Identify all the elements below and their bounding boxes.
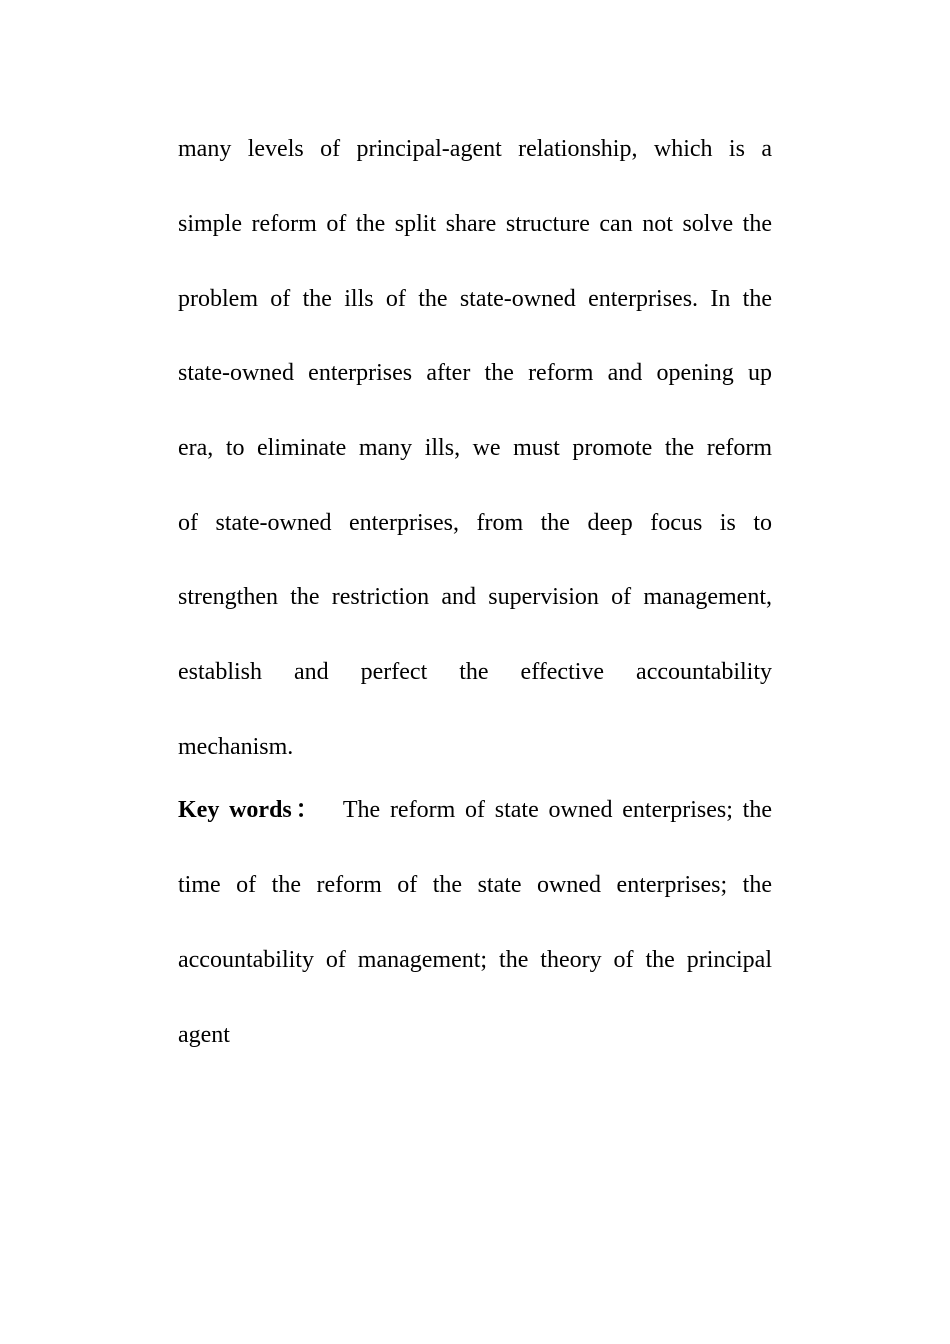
keywords-line: agent <box>178 1022 230 1048</box>
keywords-first-line <box>178 795 772 825</box>
abstract-line: of state-owned enterprises, from the deep focus is to <box>178 510 772 536</box>
abstract-line: many levels of principal-agent relationship, which is a <box>178 136 772 162</box>
abstract-line: state-owned enterprises after the reform and opening up <box>178 360 772 386</box>
keywords-line: accountability of management; the theory of the principal <box>178 947 772 973</box>
abstract-line: simple reform of the split share structure can not solve the <box>178 211 772 237</box>
abstract-line: mechanism. <box>178 734 294 760</box>
abstract-line: strengthen the restriction and supervision of management, <box>178 584 772 610</box>
abstract-line: establish and perfect the effective accountability <box>178 659 772 685</box>
keywords-text: The reform of state owned enterprises; the <box>342 797 772 823</box>
keywords-label: Key words： <box>178 797 324 823</box>
abstract-line: problem of the ills of the state-owned enterprises. In the <box>178 286 772 312</box>
keywords-line: time of the reform of the state owned enterprises; the <box>178 872 772 898</box>
abstract-line: era, to eliminate many ills, we must promote the reform <box>178 435 772 461</box>
